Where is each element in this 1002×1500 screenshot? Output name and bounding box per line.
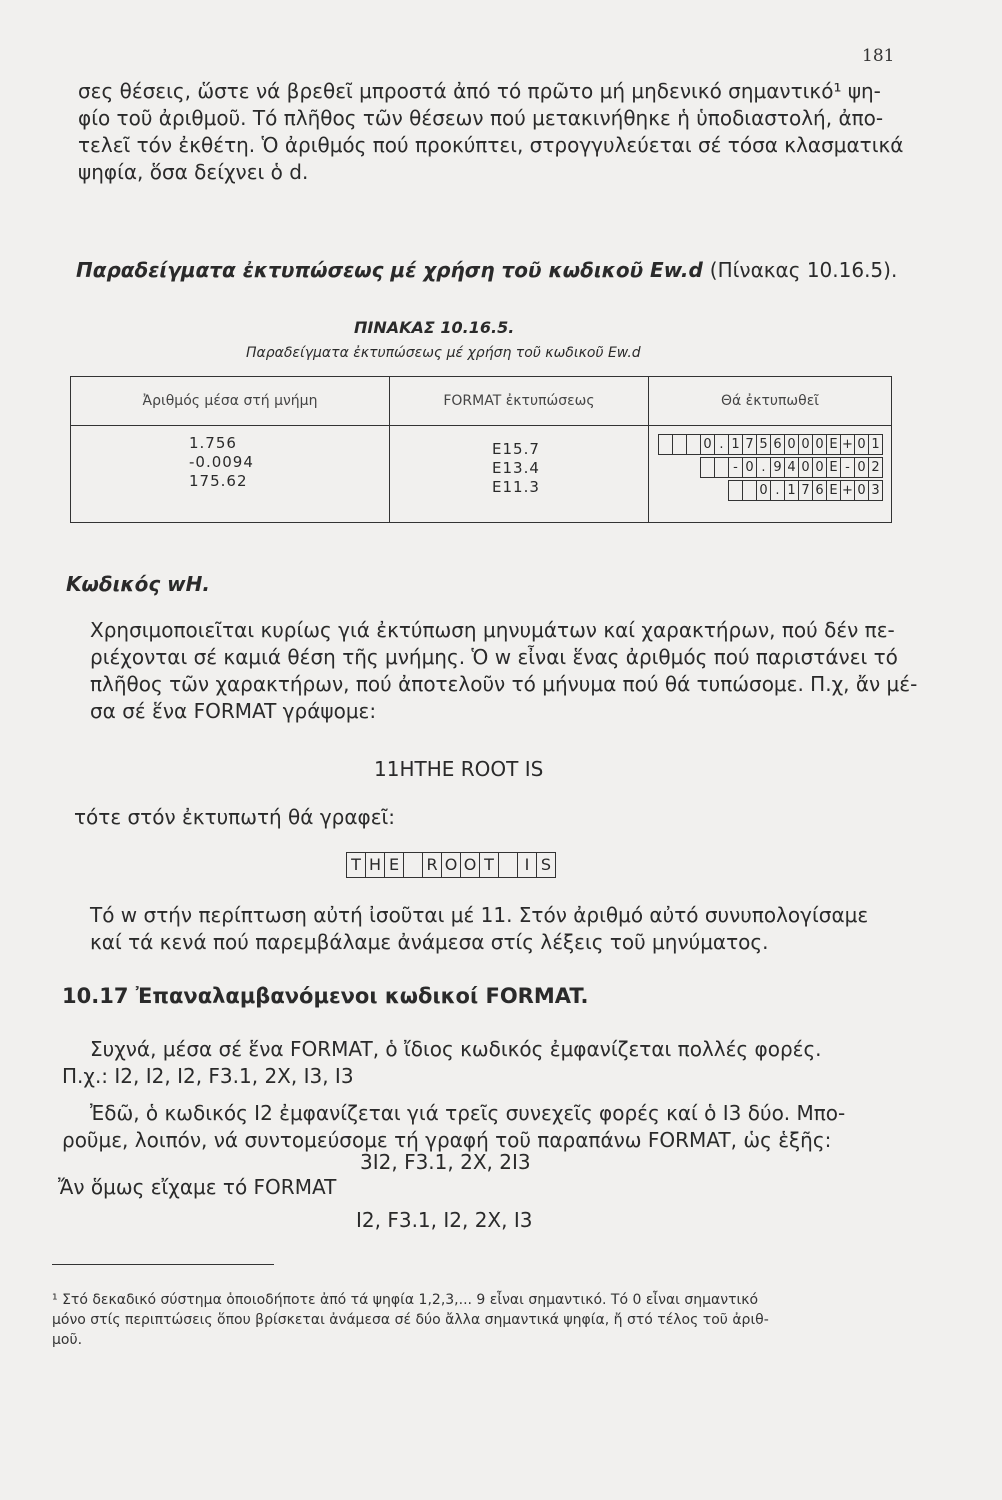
examples-heading-bold: Παραδείγματα ἐκτυπώσεως μέ χρήση τοῦ κωδικοῦ Ew.d xyxy=(76,258,703,282)
text-line: Συχνά, μέσα σέ ἕνα FORMAT, ὁ ἴδιος κωδικός ἐμφανίζεται πολλές φορές. xyxy=(90,1037,822,1061)
print-cell: . xyxy=(771,480,785,501)
section-heading: 10.17 Ἐπαναλαμβανόμενοι κωδικοί FORMAT. xyxy=(62,984,589,1008)
numbers-cell xyxy=(71,426,390,523)
footnote-divider xyxy=(52,1264,274,1265)
print-cell: 0 xyxy=(855,434,869,455)
print-cell: O xyxy=(442,852,461,878)
table-subtitle: Παραδείγματα ἐκτυπώσεως μέ χρήση τοῦ κωδικοῦ Ew.d xyxy=(246,345,641,361)
print-cell: - xyxy=(729,457,743,478)
print-cell: 1 xyxy=(729,434,743,455)
print-cell: E xyxy=(827,457,841,478)
print-cell: 4 xyxy=(785,457,799,478)
printed-output-boxes xyxy=(657,434,883,501)
print-cell: 0 xyxy=(701,434,715,455)
format-value: E13.4 xyxy=(492,459,540,477)
print-cell: 7 xyxy=(743,434,757,455)
format-value: E11.3 xyxy=(492,478,540,496)
print-cell: 1 xyxy=(869,434,883,455)
print-cell: + xyxy=(841,480,855,501)
page-number: 181 xyxy=(862,46,895,66)
print-cell: R xyxy=(423,852,442,878)
format-value: E15.7 xyxy=(492,440,540,458)
print-cell: E xyxy=(827,480,841,501)
text-line: φίο τοῦ ἀριθμοῦ. Τό πλῆθος τῶν θέσεων πού μετακινήθηκε ἡ ὑποδιαστολή, ἀπο- xyxy=(78,106,884,130)
print-cell: T xyxy=(480,852,499,878)
print-cell: 0 xyxy=(813,434,827,455)
header-format: FORMAT ἐκτυπώσεως xyxy=(390,377,649,426)
footnote-line: μόνο στίς περιπτώσεις ὅπου βρίσκεται ἀνάμεσα σέ δύο ἄλλα σημαντικά ψηφία, ἤ στό τέλος τοῦ ἀριθ- xyxy=(52,1312,769,1328)
code-wh-paragraph xyxy=(90,617,930,725)
header-number-in-memory: Ἀριθμός μέσα στή μνήμη xyxy=(71,377,390,426)
print-cell: 6 xyxy=(771,434,785,455)
printed-row xyxy=(700,457,883,478)
print-cell: 0 xyxy=(813,457,827,478)
number-value: 1.756 xyxy=(189,434,237,452)
print-cell: 9 xyxy=(771,457,785,478)
print-cell: 1 xyxy=(785,480,799,501)
code-wh-heading: Κωδικός wH. xyxy=(66,572,210,596)
intro-paragraph xyxy=(78,78,918,186)
print-cell: T xyxy=(346,852,366,878)
then-text: τότε στόν ἐκτυπωτή θά γραφεῖ: xyxy=(74,805,396,829)
print-cell xyxy=(404,852,423,878)
examples-heading-ref: (Πίνακας 10.16.5). xyxy=(709,258,898,282)
print-cell: E xyxy=(827,434,841,455)
section-paragraph-2 xyxy=(62,1100,902,1154)
print-cell: . xyxy=(757,457,771,478)
text-line: πλῆθος τῶν χαρακτήρων, πού ἀποτελοῦν τό μήνυμα πού θά τυπώσομε. Π.χ, ἄν μέ- xyxy=(90,672,918,696)
printed-cell xyxy=(649,426,892,523)
print-cell xyxy=(687,434,701,455)
print-cell: 0 xyxy=(799,434,813,455)
print-cell: 3 xyxy=(869,480,883,501)
code-example: 11HTHE ROOT IS xyxy=(374,757,544,781)
table-title: ΠΙΝΑΚΑΣ 10.16.5. xyxy=(354,318,515,337)
print-cell: 0 xyxy=(855,480,869,501)
number-value: 175.62 xyxy=(189,472,248,490)
code-repeated-1: 3I2, F3.1, 2X, 2I3 xyxy=(360,1150,531,1174)
text-line: ψηφία, ὅσα δείχνει ὁ d. xyxy=(78,160,309,184)
after-paragraph xyxy=(90,902,930,956)
printed-message-boxes xyxy=(346,852,556,878)
text-line: σες θέσεις, ὥστε νά βρεθεῖ μπροστά ἀπό τό πρῶτο μή μηδενικό σημαντικό¹ ψη- xyxy=(78,79,881,103)
print-cell: 5 xyxy=(757,434,771,455)
print-cell: S xyxy=(537,852,556,878)
print-cell: 0 xyxy=(743,457,757,478)
format-examples-table xyxy=(70,376,892,523)
print-cell: E xyxy=(385,852,404,878)
printed-row xyxy=(728,480,883,501)
print-cell: + xyxy=(841,434,855,455)
text-line: καί τά κενά πού παρεμβάλαμε ἀνάμεσα στίς λέξεις τοῦ μηνύματος. xyxy=(90,930,769,954)
text-line: τελεῖ τόν ἐκθέτη. Ὁ ἀριθμός πού προκύπτει, στρογγυλεύεται σέ τόσα κλασματικά xyxy=(78,133,904,157)
printed-row xyxy=(658,434,883,455)
print-cell: 7 xyxy=(799,480,813,501)
print-cell: . xyxy=(715,434,729,455)
print-cell xyxy=(499,852,518,878)
section-paragraph-3: Ἄν ὅμως εἴχαμε τό FORMAT xyxy=(58,1175,337,1199)
table-row xyxy=(71,426,892,523)
print-cell: - xyxy=(841,457,855,478)
text-line: Ἐδῶ, ὁ κωδικός I2 ἐμφανίζεται γιά τρεῖς συνεχεῖς φορές καί ὁ I3 δύο. Μπο- xyxy=(90,1101,846,1125)
print-cell: 0 xyxy=(799,457,813,478)
footnote xyxy=(52,1290,892,1350)
print-cell xyxy=(715,457,729,478)
print-cell xyxy=(728,480,743,501)
print-cell: O xyxy=(461,852,480,878)
text-line: Π.χ.: I2, I2, I2, F3.1, 2X, I3, I3 xyxy=(62,1064,354,1088)
header-will-print: Θά ἐκτυπωθεῖ xyxy=(649,377,892,426)
table-header-row xyxy=(71,377,892,426)
print-cell xyxy=(658,434,673,455)
print-cell xyxy=(700,457,715,478)
text-line: ριέχονται σέ καμιά θέση τῆς μνήμης. Ὁ w εἶναι ἕνας ἀριθμός πού παριστάνει τό xyxy=(90,645,898,669)
section-paragraph-1 xyxy=(62,1036,902,1090)
examples-heading xyxy=(76,258,897,282)
print-cell: H xyxy=(366,852,385,878)
print-cell: 6 xyxy=(813,480,827,501)
footnote-line: ¹ Στό δεκαδικό σύστημα ὁποιοδήποτε ἀπό τά ψηφία 1,2,3,... 9 εἶναι σημαντικό. Τό 0 εἶναι σημαντικό xyxy=(52,1292,759,1308)
text-line: σα σέ ἕνα FORMAT γράψομε: xyxy=(90,699,377,723)
number-value: -0.0094 xyxy=(189,453,254,471)
print-cell: 0 xyxy=(757,480,771,501)
code-repeated-2: I2, F3.1, I2, 2X, I3 xyxy=(356,1208,533,1232)
print-cell: I xyxy=(518,852,537,878)
print-cell xyxy=(673,434,687,455)
text-line: Χρησιμοποιεῖται κυρίως γιά ἐκτύπωση μηνυμάτων καί χαρακτήρων, πού δέν πε- xyxy=(90,618,895,642)
print-cell: 0 xyxy=(785,434,799,455)
print-cell xyxy=(743,480,757,501)
print-cell: 2 xyxy=(869,457,883,478)
footnote-line: μοῦ. xyxy=(52,1332,83,1348)
text-line: ροῦμε, λοιπόν, νά συντομεύσομε τή γραφή τοῦ παραπάνω FORMAT, ὡς ἑξῆς: xyxy=(62,1128,832,1152)
print-cell: 0 xyxy=(855,457,869,478)
formats-cell xyxy=(390,426,649,523)
text-line: Τό w στήν περίπτωση αὐτή ἰσοῦται μέ 11. Στόν ἀριθμό αὐτό συνυπολογίσαμε xyxy=(90,903,869,927)
